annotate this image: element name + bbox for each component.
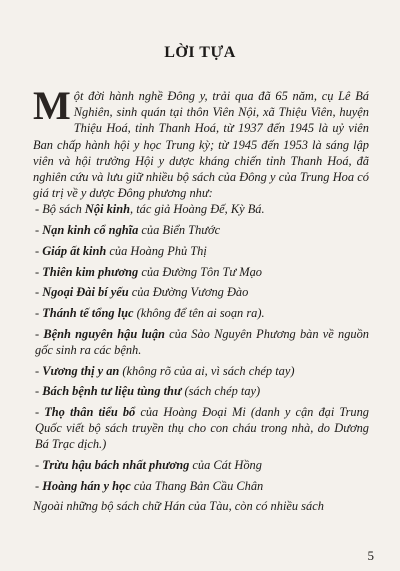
closing-paragraph: Ngoài những bộ sách chữ Hán của Tàu, còn có nhiều sách — [33, 499, 324, 514]
book-title: Thánh tế tổng lục — [42, 305, 134, 320]
drop-cap: M — [33, 83, 71, 128]
page-number: 5 — [367, 548, 374, 563]
list-item: - Bách bệnh tư liệu tùng thư (sách chép tay) — [35, 384, 261, 399]
book-title: Thiên kim phương — [42, 264, 139, 279]
book-title: Giáp ất kinh — [42, 243, 107, 258]
book-title: Vương thị y an — [42, 363, 120, 378]
book-title: Thọ thân tiểu bổ — [44, 404, 136, 419]
book-title: Ngoại Đài bí yếu — [42, 285, 129, 300]
book-title: Nội kinh — [84, 202, 131, 217]
list-item: - Giáp ất kinh của Hoàng Phủ Thị — [35, 243, 207, 258]
intro-paragraph — [33, 83, 369, 201]
list-item: - Vương thị y an (không rõ của ai, vì sách chép tay) — [35, 363, 295, 378]
list-item: - Ngoại Đài bí yếu của Đường Vương Đào — [35, 285, 249, 300]
book-title: Nạn kinh cổ nghĩa — [42, 223, 139, 238]
preface-body — [33, 83, 369, 527]
list-item: - Thọ thân tiểu bổ của Hoàng Đoại Mi (danh y cận đại Trung Quốc viết bộ sách truyền thụ cho con cháu trong nhà, do Dương Bá Trạc dịch.) — [35, 404, 369, 452]
book-title: Hoàng hán y học — [42, 478, 131, 493]
list-item: - Hoàng hán y học của Thang Bản Cầu Chân — [35, 478, 264, 493]
list-item: - Thánh tế tổng lục (không để tên ai soạn ra). — [35, 305, 265, 320]
page-title: LỜI TỰA — [164, 44, 236, 61]
book-title: Bệnh nguyên hậu luận — [43, 326, 165, 341]
list-item: - Thiên kim phương của Đường Tôn Tư Mạo — [35, 264, 262, 279]
book-title: Bách bệnh tư liệu tùng thư — [42, 384, 182, 399]
list-item: - Nạn kinh cổ nghĩa của Biển Thước — [35, 223, 221, 238]
list-item: - Bộ sách Nội kinh, tác giả Hoàng Đế, Kỳ Bá. — [35, 202, 265, 217]
book-title: Trừu hậu bách nhất phương — [42, 458, 190, 473]
list-item: - Trừu hậu bách nhất phương của Cát Hồng — [35, 458, 262, 473]
intro-text: ột đời hành nghề Đông y, trải qua đã 65 năm, cụ Lê Bá Nghiên, sinh quán tại thôn Viên Nội, xã Thiệu Viên, huyện Thiệu Hoá, tỉnh Thanh Hoá, từ 1937 đến 1945 là uỷ viên Ban chấp hành hội y học Trung kỳ; từ 1945 đến 1953 là sáng lập viên và hội trưởng Hội y dược kháng chiến tỉnh Thanh Hoá, đã nghiên cứu và lưu giữ nhiều bộ sách của Đông y của Trung Hoa có giá trị về y dược Đông phương như: — [33, 89, 369, 201]
list-item: - Bệnh nguyên hậu luận của Sào Nguyên Phương bàn về nguồn gốc sinh ra các bệnh. — [35, 326, 369, 357]
book-list — [33, 201, 369, 494]
